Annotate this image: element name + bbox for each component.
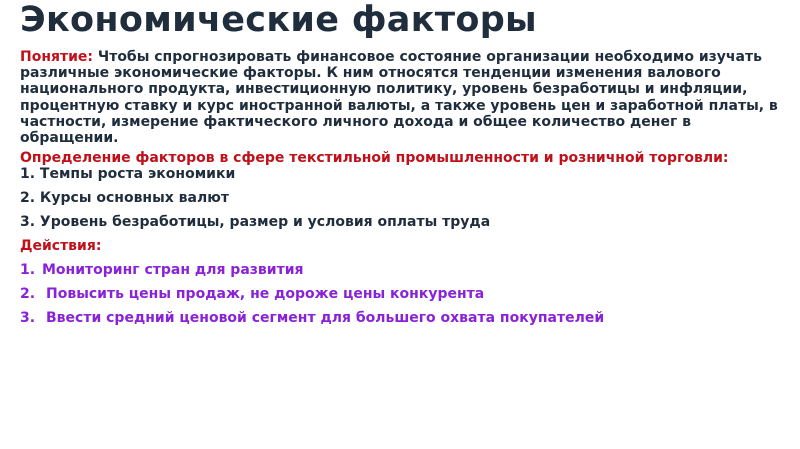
concept-paragraph [20,49,790,146]
action-text: Повысить цены продаж, не дороже цены конкурента [46,286,485,303]
factor-item-1: 1. Темпы роста экономики [20,166,236,183]
action-item-1 [20,262,790,278]
action-number: 3. [20,310,36,327]
action-text: Мониторинг стран для развития [42,262,304,279]
action-text: Ввести средний ценовой сегмент для большего охвата покупателей [46,310,605,327]
action-item-3 [20,310,790,326]
factors-heading: Определение факторов в сфере текстильной промышленности и розничной торговли: [20,150,729,167]
actions-heading: Действия: [20,238,102,255]
factor-item-2: 2. Курсы основных валют [20,190,229,207]
slide-title: Экономические факторы [20,0,537,40]
slide-content [20,49,790,326]
action-number: 1. [20,262,36,279]
action-item-2 [20,286,790,302]
concept-label: Понятие: [20,49,94,65]
concept-text: Чтобы спрогнозировать финансовое состояние организации необходимо изучать различные экономические факторы. К ним относятся тенденции изменения валового национального продукта, инвестиционную политику, уровень безработицы и инфляции, процентную ставку и курс иностранной валюты, а также уровень цен и заработной платы, в частности, измерение фактического личного дохода и общее количество денег в обращении. [20,49,778,147]
factor-item-3: 3. Уровень безработицы, размер и условия оплаты труда [20,214,491,231]
action-number: 2. [20,286,36,303]
